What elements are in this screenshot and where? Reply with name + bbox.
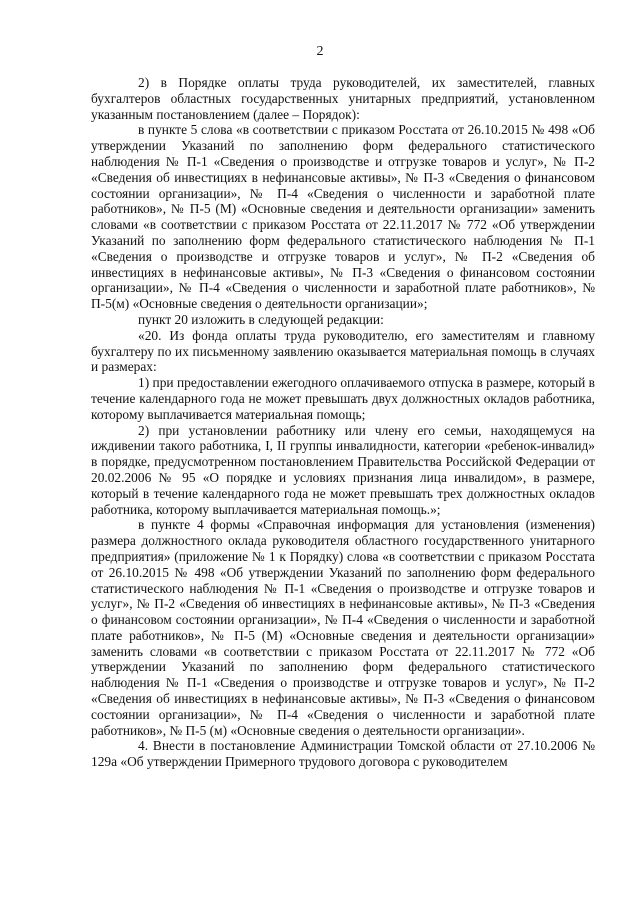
document-body xyxy=(91,75,595,770)
paragraph-item-2: 2) в Порядке оплаты труда руководителей, их заместителей, главных бухгалтеров областных государственных унитарных предприятий, установленном указанным постановлением (далее – Порядок): xyxy=(91,75,595,122)
paragraph-subitem-1: 1) при предоставлении ежегодного оплачиваемого отпуска в размере, который в течение календарного года не может превышать двух должностных окладов работника, которому выплачивается материальная помощь; xyxy=(91,375,595,422)
paragraph-point-5-amendment: в пункте 5 слова «в соответствии с приказом Росстата от 26.10.2015 № 498 «Об утверждении Указаний по заполнению форм федерального статистического наблюдения № П-1 «Сведения о производстве и отгрузке товаров и услуг», № П-2 «Сведения об инвестициях в нефинансовые активы», № П-3 «Сведения о финансовом состоянии организации», № П-4 «Сведения о численности и заработной плате работников», № П-5 (М) «Основные сведения и деятельности организации» заменить словами «в соответствии с приказом Росстата от 22.11.2017 № 772 «Об утверждении Указаний по заполнению форм федерального статистического наблюдения № П-1 «Сведения о производстве и отгрузке товаров и услуг», № П-2 «Сведения об инвестициях в нефинансовые активы», № П-3 «Сведения о финансовом состоянии организации», № П-4 «Сведения о численности и заработной плате работников», № П-5(м) «Основные сведения о деятельности организации»; xyxy=(91,122,595,312)
paragraph-subitem-2: 2) при установлении работнику или члену его семьи, находящемуся на иждивении такого работника, I, II группы инвалидности, категории «ребенок-инвалид» в порядке, предусмотренном постановлением Правительства Российской Федерации от 20.02.2006 № 95 «О порядке и условиях признания лица инвалидом», в размере, который в течение календарного года не может превышать трех должностных окладов работника, которому выплачивается материальная помощь.»; xyxy=(91,422,595,517)
paragraph-point-20-intro: пункт 20 изложить в следующей редакции: xyxy=(138,311,384,327)
paragraph-item-4: 4. Внести в постановление Администрации Томской области от 27.10.2006 № 129а «Об утверждении Примерного трудового договора с руководителем xyxy=(91,738,595,770)
paragraph-point-4-form: в пункте 4 формы «Справочная информация для установления (изменения) размера должностного оклада руководителя областного государственного унитарного предприятия» (приложение № 1 к Порядку) слова «в соответствии с приказом Росстата от 26.10.2015 № 498 «Об утверждении Указаний по заполнению форм федерального статистического наблюдения № П-1 «Сведения о производстве и отгрузке товаров и услуг», № П-2 «Сведения об инвестициях в нефинансовые активы», № П-3 «Сведения о финансовом состоянии организации», № П-4 «Сведения о численности и заработной плате работников», № П-5 (М) «Основные сведения и деятельности организации» заменить словами «в соответствии с приказом Росстата от 22.11.2017 № 772 «Об утверждении Указаний по заполнению форм федерального статистического наблюдения № П-1 «Сведения о производстве и отгрузке товаров и услуг», № П-2 «Сведения об инвестициях в нефинансовые активы», № П-3 «Сведения о финансовом состоянии организации», № П-4 «Сведения о численности и заработной плате работников», № П-5 (м) «Основные сведения о деятельности организации». xyxy=(91,517,595,738)
paragraph-point-20-text: «20. Из фонда оплаты труда руководителю, его заместителям и главному бухгалтеру по их письменному заявлению оказывается материальная помощь в случаях и размерах: xyxy=(91,327,595,375)
page-number: 2 xyxy=(316,44,324,59)
